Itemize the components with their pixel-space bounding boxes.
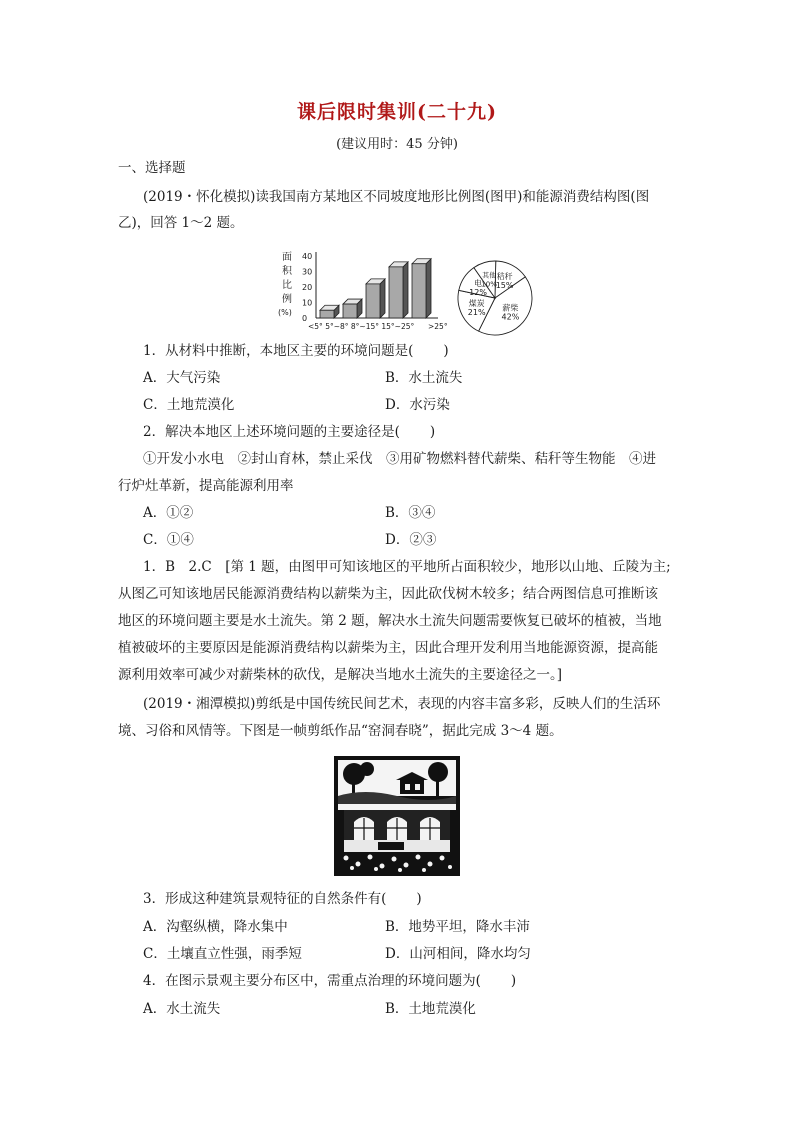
pie-category-label: 秸秆 [496,272,513,282]
pie-value-label: 21% [467,307,486,317]
energy-pie-chart [453,258,553,338]
q4-option-b: B．土地荒漠化 [385,1001,476,1017]
intro2-line-1: (2019・湘潭模拟)剪纸是中国传统民间艺术，表现的内容丰富多彩，反映人们的生活环 [143,696,661,712]
q1-close: ) [443,343,449,359]
answer12-line-4: 植被破坏的主要原因是能源消费结构以薪柴为主，因此合理开发利用当地能源资源，提高能 [118,640,658,656]
q4-stem-text: 4．在图示景观主要分布区中，需重点治理的环境问题为( [143,973,481,989]
bar [320,305,339,318]
ylabel-char-1: 面 [282,252,292,263]
intro1-line-2: 乙)，回答 1～2 题。 [118,215,244,231]
q2-items-line-1: ①开发小水电 ②封山育林，禁止采伐 ③用矿物燃料替代薪柴、秸秆等生物能 ④进 [143,451,656,467]
q2-stem-text: 2．解决本地区上述环境问题的主要途径是( [143,424,400,440]
page-subtitle: (建议用时：45 分钟) [336,137,458,152]
ylabel-char-4: 例 [282,294,292,305]
answer12-line-3: 地区的环境问题主要是水土流失。第 2 题，解决水土流失问题需要恢复已破坏的植被，当地 [118,613,662,629]
y-tick-label: 30 [302,267,313,277]
y-tick-label: 40 [302,252,313,261]
q1-stem-text: 1．从材料中推断，本地区主要的环境问题是( [143,343,414,359]
pie-value-label: 15% [495,281,514,291]
bar [412,259,431,318]
bar [366,279,385,318]
q4-option-a: A．水土流失 [143,1001,221,1017]
q2-close: ) [429,424,436,440]
page-title: 课后限时集训(二十九) [297,101,497,123]
q3-close: ) [416,891,422,907]
q2-option-a: A．①② [143,505,194,521]
y-tick-label: 10 [302,298,313,308]
papercut-cave-dwelling-image [334,756,460,876]
q4-stem [143,971,516,991]
q3-stem-text: 3．形成这种建筑景观特征的自然条件有( [143,891,387,907]
y-tick-label: 20 [302,283,313,292]
q3-stem [143,889,422,909]
q3-option-b: B．地势平坦，降水丰沛 [385,919,530,935]
pie-category-label: 其他 [482,271,497,280]
bar [343,299,362,318]
q3-option-d: D．山河相间，降水均匀 [385,946,531,962]
section-heading: 一、选择题 [118,160,186,176]
answer12-line-5: 源利用效率可减少对薪柴林的砍伐，是解决当地水土流失的主要途径之一。] [118,667,563,683]
pie-value-label: 12% [469,287,487,297]
ylabel-char-3: 比 [282,280,292,291]
q2-option-d: D．②③ [385,532,437,548]
y-tick-label: 0 [302,314,308,323]
q1-option-c: C．土地荒漠化 [143,397,235,413]
q1-option-d: D．水污染 [385,397,450,413]
ylabel-char-5: (%) [278,308,292,317]
bar [389,262,408,318]
intro2-line-2: 境、习俗和风情等。下图是一帧剪纸作品“窑洞春晓”，据此完成 3～4 题。 [118,723,563,739]
answer12-line-1: 1．B 2.C [第 1 题，由图甲可知该地区的平地所占面积较少，地形以山地、丘陵为主; [143,559,671,575]
q1-option-a: A．大气污染 [143,370,221,386]
q2-items-line-2: 行炉灶革新，提高能源利用率 [118,478,294,494]
q4-close: ) [510,973,517,989]
q2-option-b: B．③④ [385,505,436,521]
ylabel-char-2: 积 [282,266,292,277]
x-tick-labels: <5° 5°~8° 8°~15° 15°~25° [308,322,415,331]
pie-category-label: 薪柴 [502,303,519,313]
q3-option-c: C．土壤直立性强，雨季短 [143,946,302,962]
q2-stem [143,422,435,442]
slope-bar-chart [278,248,456,332]
intro1-line-1: (2019・怀化模拟)读我国南方某地区不同坡度地形比例图(图甲)和能源消费结构图(图 [143,189,650,205]
pie-category-label: 煤炭 [468,298,485,308]
pie-value-label: 42% [501,312,520,322]
q1-stem [143,341,449,361]
q2-option-c: C．①④ [143,532,194,548]
pie-category-label: 电 [474,278,483,288]
q3-option-a: A．沟壑纵横，降水集中 [143,919,288,935]
answer12-line-2: 从图乙可知该地居民能源消费结构以薪柴为主，因此砍伐树木较多；结合两图信息可推断该 [118,586,658,602]
x-tick-label: >25° [428,322,448,331]
pie-value-label: 10% [481,280,497,289]
q1-option-b: B．水土流失 [385,370,463,386]
